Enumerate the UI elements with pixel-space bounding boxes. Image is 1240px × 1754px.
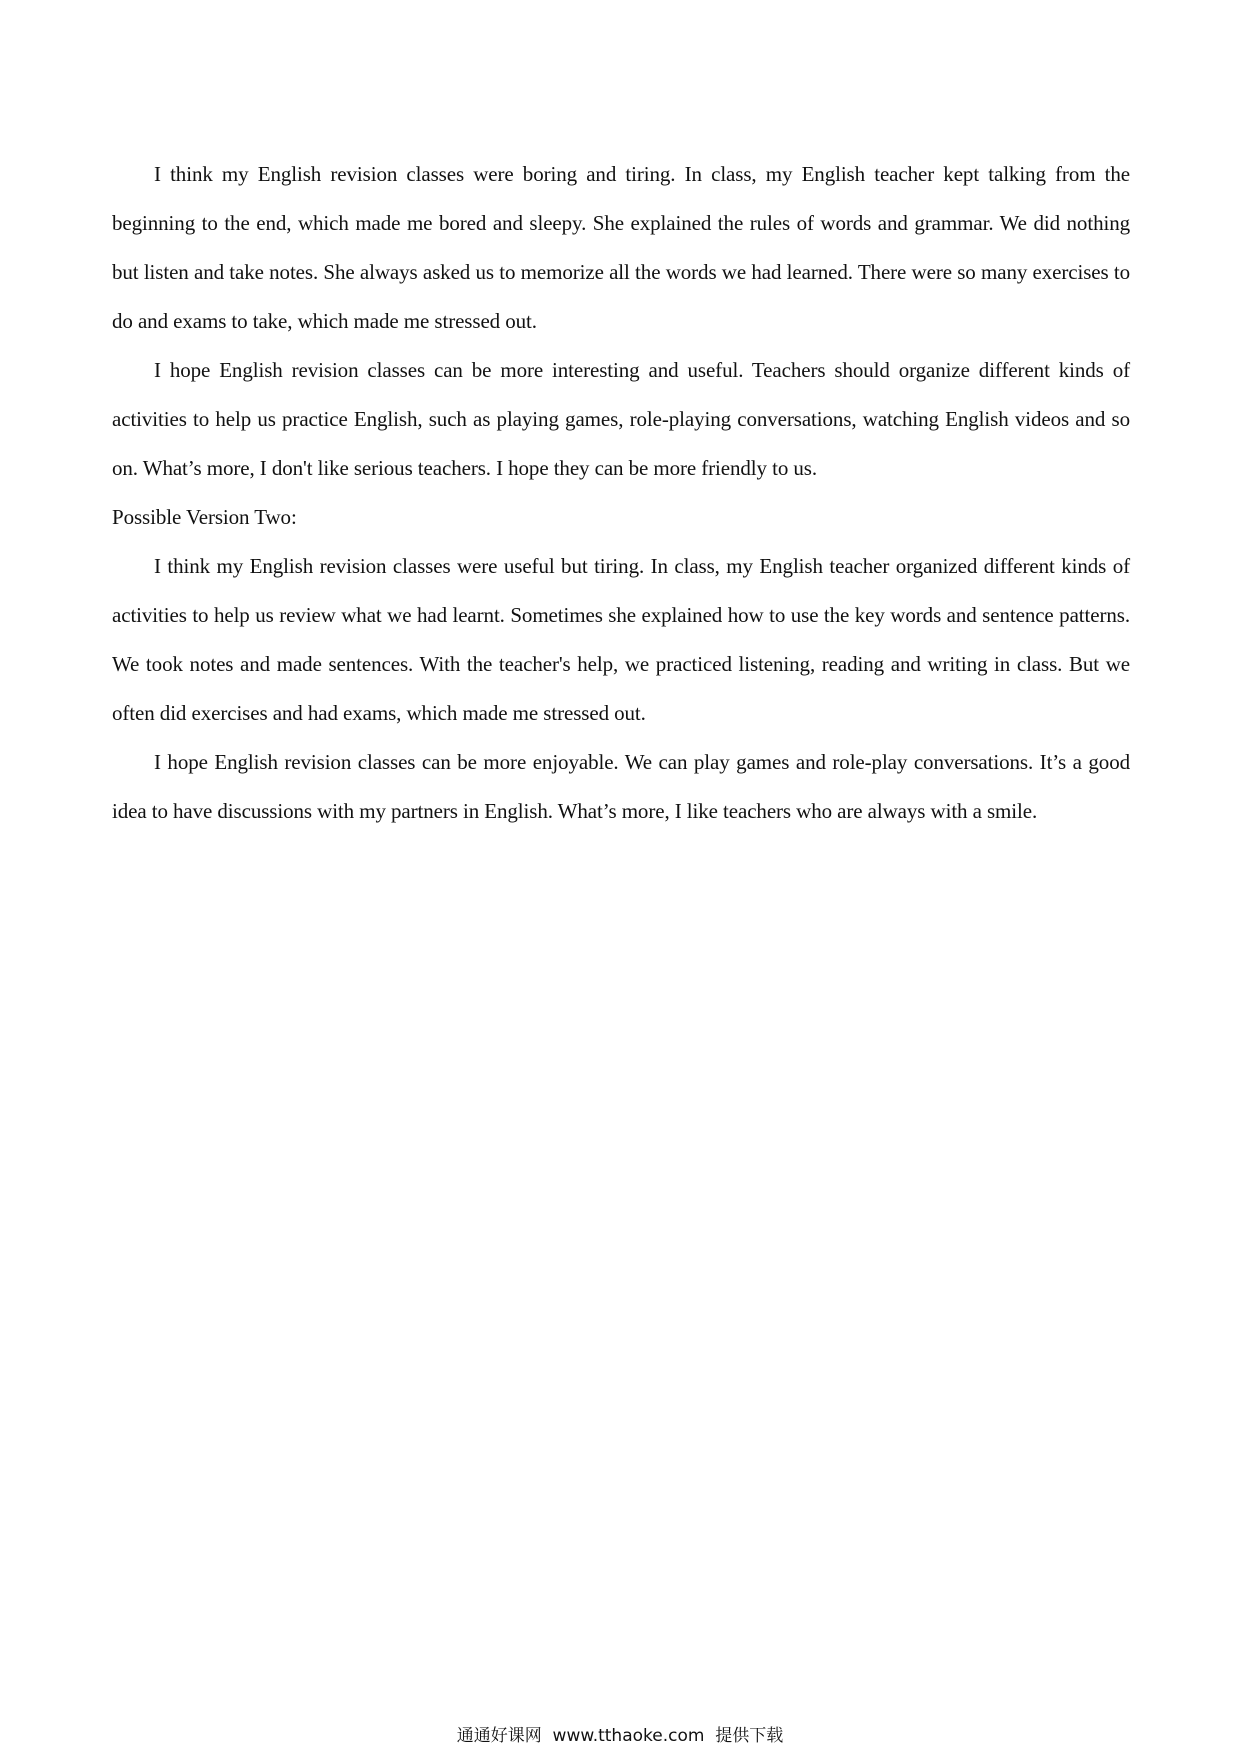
version-two-paragraph-1: I think my English revision classes were useful but tiring. In class, my English teacher organized different kinds of activities to help us review what we had learnt. Sometimes she explained how to use the key words and sentence patterns. We took notes and made sentences. With the teacher's help, we practiced listening, reading and writing in class. But we often did exercises and had exams, which made me stressed out. xyxy=(112,554,1130,725)
version-two-paragraph-2: I hope English revision classes can be more enjoyable. We can play games and role-play conversations. It’s a good idea to have discussions with my partners in English. What’s more, I like teachers who are always with a smile. xyxy=(112,750,1130,823)
footer-site-name: 通通好课网 xyxy=(456,1726,542,1746)
footer-download-text: 提供下载 xyxy=(715,1726,784,1746)
version-two-heading: Possible Version Two: xyxy=(112,505,297,529)
paragraph-2: I hope English revision classes can be more interesting and useful. Teachers should organize different kinds of activities to help us practice English, such as playing games, role-playing conversations, watching English videos and so on. What’s more, I don't like serious teachers. I hope they can be more friendly to us. xyxy=(112,358,1130,480)
document-body xyxy=(112,150,1130,836)
page-footer xyxy=(0,1724,1240,1748)
paragraph-1: I think my English revision classes were boring and tiring. In class, my English teacher kept talking from the beginning to the end, which made me bored and sleepy. She explained the rules of words and grammar. We did nothing but listen and take notes. She always asked us to memorize all the words we had learned. There were so many exercises to do and exams to take, which made me stressed out. xyxy=(112,162,1130,333)
footer-site-url[interactable]: www.tthaoke.com xyxy=(552,1726,705,1746)
